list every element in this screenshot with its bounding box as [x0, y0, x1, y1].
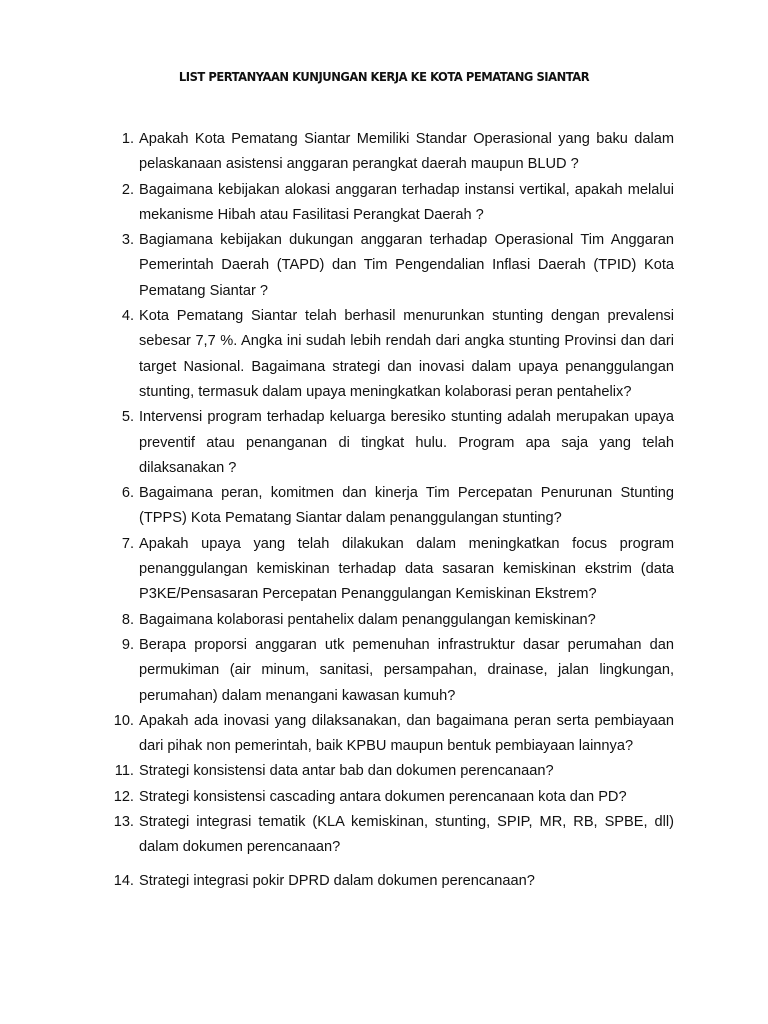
item-number: 9. — [121, 636, 134, 653]
item-number: 3. — [121, 232, 134, 249]
item-text: Intervensi program terhadap keluarga beresiko stunting adalah merupakan upaya preventif atau penanganan di tingkat hulu. Program apa saja yang telah dilaksanakan ? — [139, 409, 674, 476]
item-number: 11. — [114, 763, 134, 780]
item-text: Bagaimana peran, komitmen dan kinerja Tim Percepatan Penurunan Stunting (TPPS) Kota Pematang Siantar dalam penanggulangan stunting? — [139, 485, 674, 527]
list-item — [0, 633, 768, 709]
item-text: Kota Pematang Siantar telah berhasil menurunkan stunting dengan prevalensi sebesar 7,7 %. Angka ini sudah lebih rendah dari angka stunting Provinsi dan dari target Nasional. Bagaimana strategi dan inovasi dalam upaya penanggulangan stunting, termasuk dalam upaya meningkatkan kolaborasi peran pentahelix? — [139, 308, 674, 400]
list-item — [0, 532, 768, 608]
item-number: 5. — [121, 409, 134, 426]
item-text: Apakah upaya yang telah dilakukan dalam meningkatkan focus program penanggulangan kemiskinan terhadap data sasaran kemiskinan ekstrim (data P3KE/Pensasaran Percepatan Penanggulangan Kemiskinan Ekstrem? — [139, 535, 674, 603]
item-text: Strategi integrasi pokir DPRD dalam dokumen perencanaan? — [139, 872, 535, 889]
list-item — [0, 709, 768, 760]
item-number: 4. — [121, 308, 134, 325]
list-item — [0, 127, 768, 178]
list-item — [0, 608, 768, 633]
item-text: Bagaimana kolaborasi pentahelix dalam penanggulangan kemiskinan? — [139, 611, 596, 628]
list-item — [0, 228, 768, 304]
list-item — [0, 178, 768, 229]
item-number: 2. — [121, 181, 134, 198]
list-item — [0, 304, 768, 405]
item-text: Apakah ada inovasi yang dilaksanakan, dan bagaimana peran serta pembiayaan dari pihak non pemerintah, baik KPBU maupun bentuk pembiayaan lainnya? — [139, 712, 674, 755]
list-item — [0, 810, 768, 861]
item-number: 1. — [121, 131, 134, 147]
list-item — [0, 869, 768, 894]
item-text: Strategi konsistensi data antar bab dan dokumen perencanaan? — [139, 763, 554, 780]
item-text: Bagaimana kebijakan alokasi anggaran terhadap instansi vertikal, apakah melalui mekanisme Hibah atau Fasilitasi Perangkat Daerah ? — [139, 181, 674, 223]
item-text: Strategi integrasi tematik (KLA kemiskinan, stunting, SPIP, MR, RB, SPBE, dll) dalam dokumen perencanaan? — [139, 814, 674, 856]
item-text: Bagiamana kebijakan dukungan anggaran terhadap Operasional Tim Anggaran Pemerintah Daerah (TAPD) dan Tim Pengendalian Inflasi Daerah (TPID) Kota Pematang Siantar ? — [139, 232, 674, 299]
item-text: Strategi konsistensi cascading antara dokumen perencanaan kota dan PD? — [139, 788, 627, 805]
item-number: 12. — [113, 788, 134, 805]
item-number: 13. — [113, 814, 134, 831]
list-item — [0, 481, 768, 532]
item-text: Apakah Kota Pematang Siantar Memiliki Standar Operasional yang baku dalam pelaskanaan asistensi anggaran perangkat daerah maupun BLUD ? — [139, 131, 674, 173]
question-list — [0, 127, 768, 894]
document-title: LIST PERTANYAAN KUNJUNGAN KERJA KE KOTA PEMATANG SIANTAR — [178, 69, 590, 84]
item-text: Berapa proporsi anggaran utk pemenuhan infrastruktur dasar perumahan dan permukiman (air minum, sanitasi, persampahan, drainase, jalan lingkungan, perumahan) dalam menangani kawasan kumuh? — [139, 636, 674, 704]
list-item — [0, 405, 768, 481]
item-number: 7. — [121, 535, 134, 552]
list-item — [0, 785, 768, 810]
list-item — [0, 759, 768, 784]
item-number: 6. — [121, 485, 134, 502]
item-number: 10. — [113, 712, 134, 729]
item-number: 14. — [113, 872, 134, 889]
item-number: 8. — [121, 611, 134, 628]
